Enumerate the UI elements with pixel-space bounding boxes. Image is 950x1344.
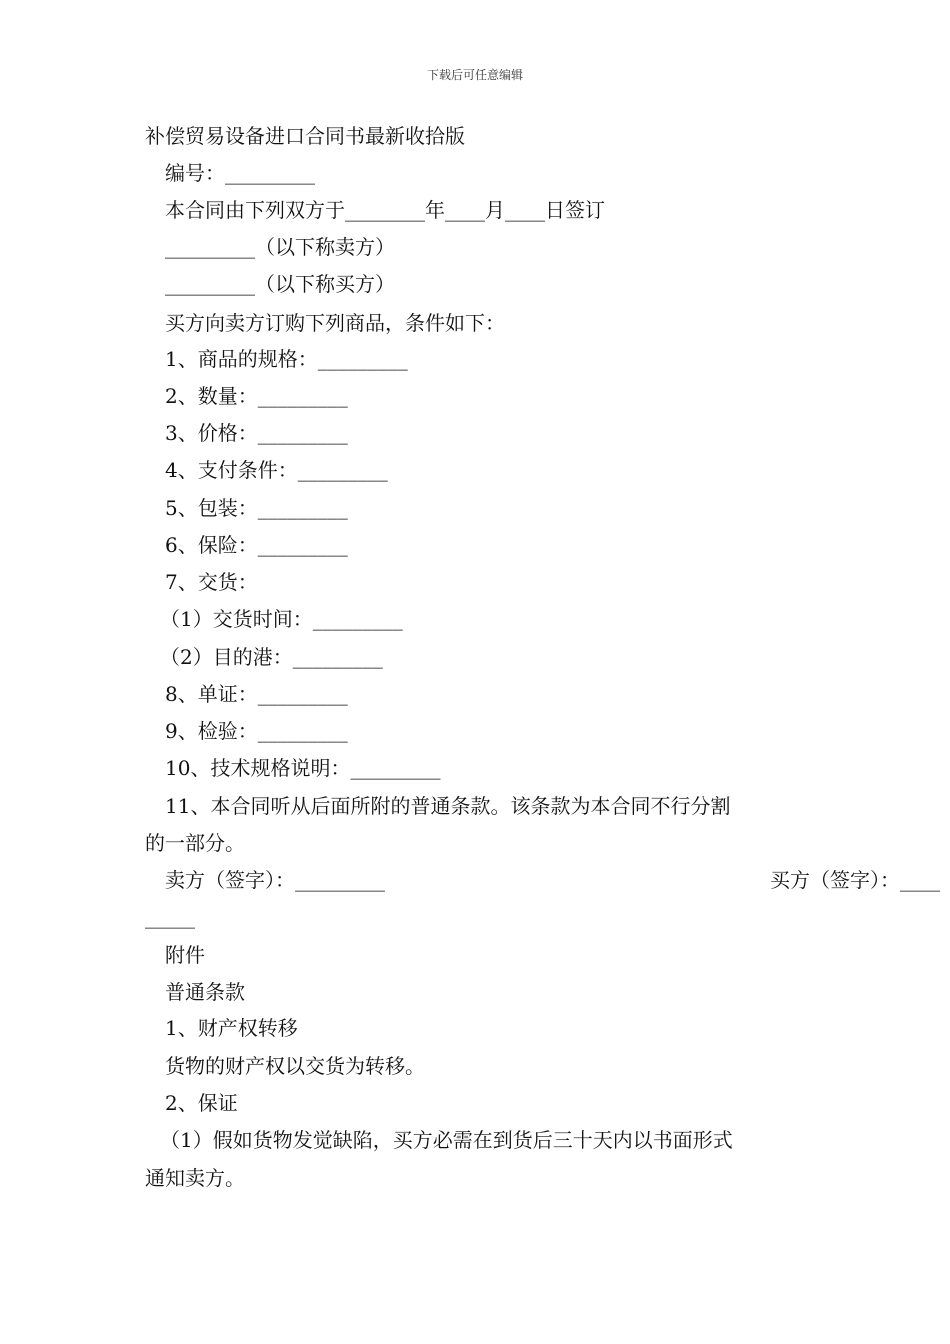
buyer-line: _________（以下称买方） bbox=[165, 272, 395, 296]
term-1-body: 货物的财产权以交货为转移。 bbox=[165, 1054, 425, 1078]
document-title: 补偿贸易设备进口合同书最新收拾版 bbox=[145, 124, 465, 148]
clause-7-delivery: 7、交货： bbox=[165, 570, 258, 594]
signing-date-line: 本合同由下列双方于________年____月____日签订 bbox=[165, 198, 605, 222]
buyer-signature-continuation: _____ bbox=[145, 905, 195, 929]
appendix-heading: 附件 bbox=[165, 943, 205, 967]
clause-7-2-destination-port: （2）目的港：_________ bbox=[160, 645, 383, 669]
general-terms-heading: 普通条款 bbox=[165, 980, 245, 1004]
clause-1-spec: 1、商品的规格：_________ bbox=[165, 347, 408, 371]
signature-row bbox=[165, 868, 940, 892]
contract-number: 编号：_________ bbox=[165, 161, 315, 185]
header-note: 下载后可任意编辑 bbox=[426, 68, 523, 82]
seller-line: _________（以下称卖方） bbox=[165, 235, 395, 259]
clause-3-price: 3、价格：_________ bbox=[165, 421, 348, 445]
clause-2-quantity: 2、数量：_________ bbox=[165, 384, 348, 408]
clause-11-continuation: 的一部分。 bbox=[145, 831, 245, 855]
clause-4-payment: 4、支付条件：_________ bbox=[165, 458, 388, 482]
buyer-signature: 买方（签字）：____ bbox=[770, 868, 940, 892]
clause-6-insurance: 6、保险：_________ bbox=[165, 533, 348, 557]
clause-10-tech-spec: 10、技术规格说明：_________ bbox=[165, 756, 441, 780]
seller-signature: 卖方（签字）：_________ bbox=[165, 868, 385, 892]
clause-7-1-delivery-time: （1）交货时间：_________ bbox=[160, 607, 403, 631]
clause-9-inspection: 9、检验：_________ bbox=[165, 719, 348, 743]
clause-11-general-terms: 11、本合同听从后面所附的普通条款。该条款为本合同不行分割 bbox=[165, 794, 731, 818]
intro-line: 买方向卖方订购下列商品，条件如下： bbox=[165, 311, 505, 335]
term-2-1-body: （1）假如货物发觉缺陷，买方必需在到货后三十天内以书面形式 bbox=[160, 1128, 733, 1152]
term-2-title: 2、保证 bbox=[165, 1091, 238, 1115]
term-1-title: 1、财产权转移 bbox=[165, 1016, 298, 1040]
clause-5-packing: 5、包装：_________ bbox=[165, 496, 348, 520]
term-2-1-continuation: 通知卖方。 bbox=[145, 1166, 245, 1190]
clause-8-documents: 8、单证：_________ bbox=[165, 682, 348, 706]
